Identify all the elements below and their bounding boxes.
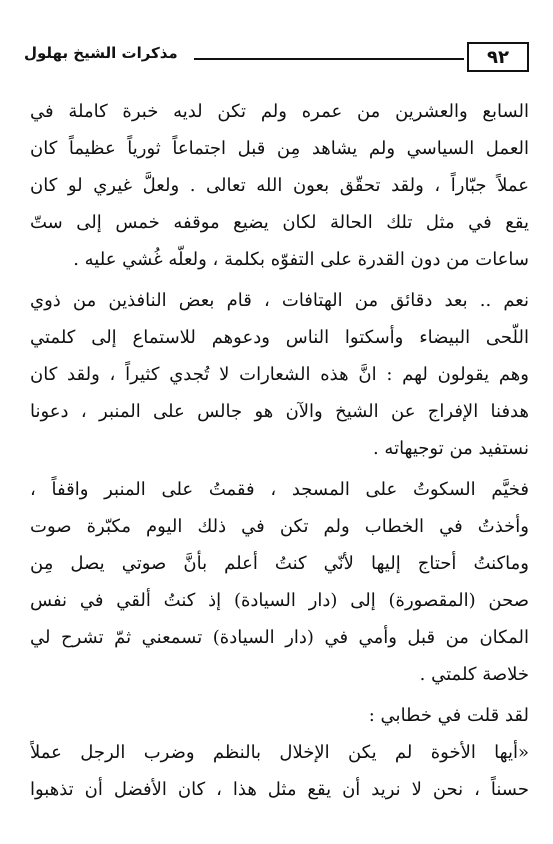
text-line: «أيها الأخوة لم يكن الإخلال بالنظم وضرب الرجل عملاً bbox=[30, 742, 529, 763]
text-line: لقد قلت في خطابي : bbox=[368, 705, 529, 726]
text-line: وأخذتُ في الخطاب ولم تكن في ذلك اليوم مكبّرة صوت bbox=[30, 516, 529, 537]
text-line: المكان من قبل وأمي في (دار السيادة) تسمعني ثمّ تشرح لي bbox=[30, 627, 529, 648]
text-line: السابع والعشرين من عمره ولم تكن لديه خبرة كاملة في bbox=[30, 101, 529, 122]
text-line: عملاً جبّاراً ، ولقد تحقّق بعون الله تعالى . ولعلَّ غيري لو كان bbox=[30, 175, 529, 196]
text-line: هدفنا الإفراج عن الشيخ والآن هو جالس على المنبر ، دعونا bbox=[30, 401, 529, 422]
header-rule bbox=[194, 58, 464, 60]
text-line: خلاصة كلمتي . bbox=[419, 664, 529, 685]
text-line: نعم .. بعد دقائق من الهتافات ، قام بعض النافذين من ذوي bbox=[30, 290, 529, 311]
text-line: يقع في مثل تلك الحالة لكان يضيع موقفه خمس إلى ستّ bbox=[30, 212, 529, 233]
text-line: وماكنتُ أحتاج إليها لأنّي كنتُ أعلم بأنَّ صوتي يصل مِن bbox=[30, 553, 529, 574]
page-header bbox=[24, 34, 529, 70]
text-line: اللّحى البيضاء وأسكتوا الناس ودعوهم للاستماع إلى كلمتي bbox=[30, 327, 529, 348]
book-title: مذكرات الشيخ بهلول bbox=[24, 44, 178, 62]
text-line: نستفيد من توجيهاته . bbox=[372, 438, 529, 459]
body-text bbox=[30, 93, 529, 808]
text-line: فخيَّم السكوتُ على المسجد ، فقمتُ على المنبر واقفاً ، bbox=[30, 479, 529, 500]
text-line: حسناً ، نحن لا نريد أن يقع مثل هذا ، كان الأفضل أن تذهبوا bbox=[30, 779, 529, 800]
text-line: صحن (المقصورة) إلى (دار السيادة) إذ كنتُ ألقي في نفس bbox=[30, 590, 529, 611]
text-line: وهم يقولون لهم : انَّ هذه الشعارات لا تُجدي كثيراً ، ولقد كان bbox=[30, 364, 529, 385]
page-number: ٩٢ bbox=[467, 42, 529, 72]
text-line: العمل السياسي ولم يشاهد مِن قبل اجتماعاً ثورياً عظيماً كان bbox=[30, 138, 529, 159]
text-line: ساعات من دون القدرة على التفوّه بكلمة ، ولعلّه غُشي عليه . bbox=[73, 249, 529, 270]
